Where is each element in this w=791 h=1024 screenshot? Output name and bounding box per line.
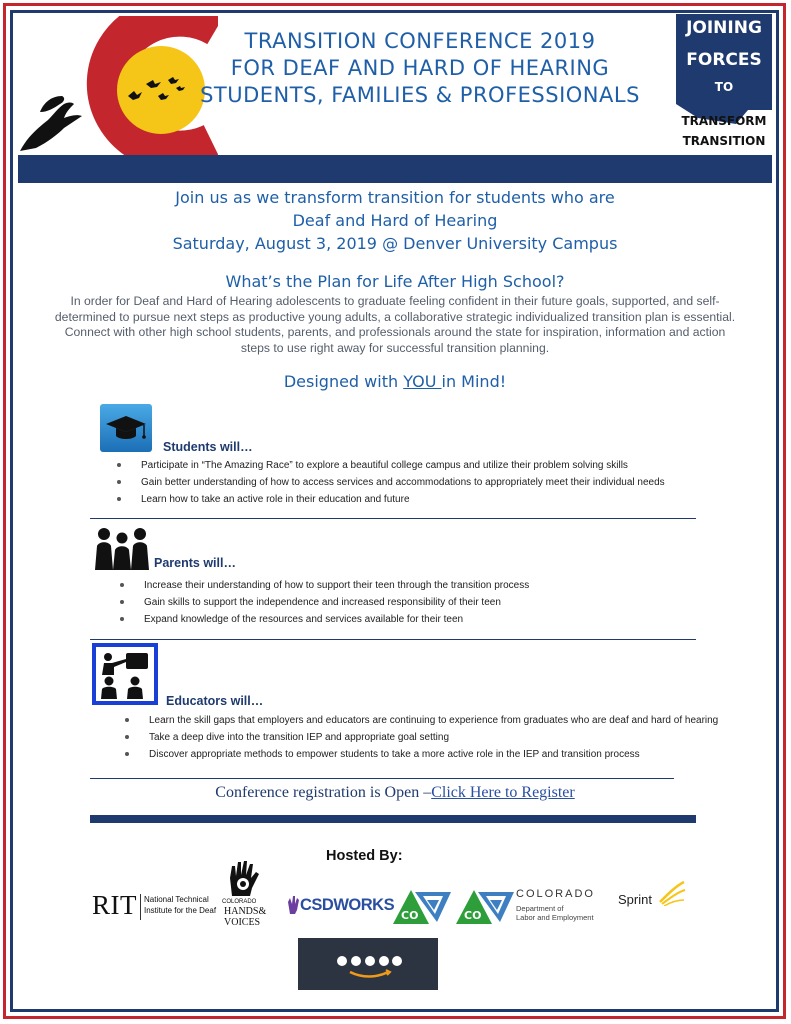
registration-text: Conference registration is Open – xyxy=(215,784,432,801)
intro-line: Connect with other high school students, parents, and professionals around the state for inspiration, information and action xyxy=(64,325,726,339)
list-item: Gain better understanding of how to access services and accommodations to appropriately meet their individual needs xyxy=(141,474,665,491)
amazon-sponsor-logo xyxy=(298,938,438,990)
students-heading: Students will… xyxy=(163,440,253,454)
hosted-by-label: Hosted By: xyxy=(326,848,403,864)
list-item: Learn how to take an active role in their education and future xyxy=(141,491,665,508)
designed-you: YOU xyxy=(403,372,442,391)
list-item: Participate in “The Amazing Race” to explore a beautiful college campus and utilize their problem solving skills xyxy=(141,457,665,474)
family-group-icon xyxy=(93,526,151,570)
list-item: Learn the skill gaps that employers and educators are continuing to experience from graduates who are deaf and hard of hearing xyxy=(149,712,718,729)
cdle-tag: CDLE xyxy=(484,885,501,891)
hands-voices-logo xyxy=(218,860,270,930)
designed-heading xyxy=(100,372,690,391)
sprint-logo xyxy=(618,880,688,916)
svg-text:CO: CO xyxy=(464,909,482,922)
cde-tag: CDE xyxy=(421,885,434,891)
title-line: FOR DEAF AND HARD OF HEARING xyxy=(230,56,610,80)
graduation-cap-icon xyxy=(100,404,152,452)
parents-heading: Parents will… xyxy=(154,556,236,570)
plan-heading: What’s the Plan for Life After High School? xyxy=(225,272,565,291)
section-divider xyxy=(90,639,696,640)
announcement-line: Join us as we transform transition for students who are xyxy=(175,188,615,207)
event-announcement xyxy=(100,186,690,255)
designed-text: Designed with xyxy=(283,372,404,391)
amazon-smile-icon xyxy=(350,972,388,977)
cde-logo xyxy=(393,886,453,926)
joining-forces-badge xyxy=(676,14,772,152)
list-item: Increase their understanding of how to support their teen through the transition process xyxy=(144,577,529,594)
intro-paragraph xyxy=(42,294,748,356)
rit-mark: RIT xyxy=(92,890,137,920)
designed-text: in Mind! xyxy=(441,372,507,391)
header-divider-bar xyxy=(18,155,772,183)
badge-line: TRANSFORM xyxy=(681,114,767,128)
hv-line: COLORADO xyxy=(222,899,257,905)
cdle-line: Labor and Employment xyxy=(516,913,594,922)
section-divider xyxy=(90,518,696,519)
list-item: Expand knowledge of the resources and services available for their teen xyxy=(144,611,529,628)
cdle-line: Department of xyxy=(516,904,564,913)
announcement-line: Deaf and Hard of Hearing xyxy=(292,211,498,230)
hv-line: VOICES xyxy=(224,917,261,928)
csd-hand-icon xyxy=(288,896,299,914)
title-line: TRANSITION CONFERENCE 2019 xyxy=(244,29,596,53)
rit-ntid-logo xyxy=(92,888,217,924)
badge-line: TO xyxy=(714,80,734,94)
badge-line: JOINING xyxy=(686,18,762,38)
teacher-classroom-icon xyxy=(92,643,158,705)
sprint-text: Sprint xyxy=(618,892,652,907)
registration-line xyxy=(100,784,690,802)
sign-hands-icon xyxy=(337,956,402,966)
cdle-logo xyxy=(456,886,606,926)
badge-line: TRANSITION xyxy=(682,134,766,148)
list-item: Take a deep dive into the transition IEP and appropriate goal setting xyxy=(149,729,718,746)
cdle-name: COLORADO xyxy=(516,888,595,900)
footer-divider-bar xyxy=(90,815,696,823)
page-title xyxy=(180,28,660,109)
intro-line: steps to use right away for successful transition planning. xyxy=(240,340,550,355)
section-divider xyxy=(90,778,674,779)
csd-works-logo xyxy=(286,892,395,922)
list-item: Discover appropriate methods to empower students to take a more active role in the IEP and transition process xyxy=(149,746,718,763)
svg-text:CO: CO xyxy=(401,909,419,922)
students-list xyxy=(141,457,665,508)
csd-works-text: CSDWORKS xyxy=(300,896,395,914)
educators-list xyxy=(149,712,718,763)
register-link[interactable]: Click Here to Register xyxy=(431,784,575,801)
intro-line: determined to pursue next steps as productive young adults, a collaborative strategic individualized transition plan is essential. xyxy=(54,309,736,324)
parents-list xyxy=(144,577,529,628)
title-line: STUDENTS, FAMILIES & PROFESSIONALS xyxy=(200,83,640,107)
educators-heading: Educators will… xyxy=(166,694,264,708)
hv-line: HANDS& xyxy=(224,906,267,917)
badge-line: FORCES xyxy=(686,50,762,70)
event-date-location: Saturday, August 3, 2019 @ Denver University Campus xyxy=(172,234,618,253)
hands-silhouette-icon xyxy=(20,96,82,151)
ntid-line: National Technical xyxy=(144,895,209,904)
intro-line: In order for Deaf and Hard of Hearing adolescents to graduate feeling confident in their future goals, supported, and self- xyxy=(70,294,720,308)
list-item: Gain skills to support the independence and increased responsibility of their teen xyxy=(144,594,529,611)
ntid-line: Institute for the Deaf xyxy=(144,906,217,915)
